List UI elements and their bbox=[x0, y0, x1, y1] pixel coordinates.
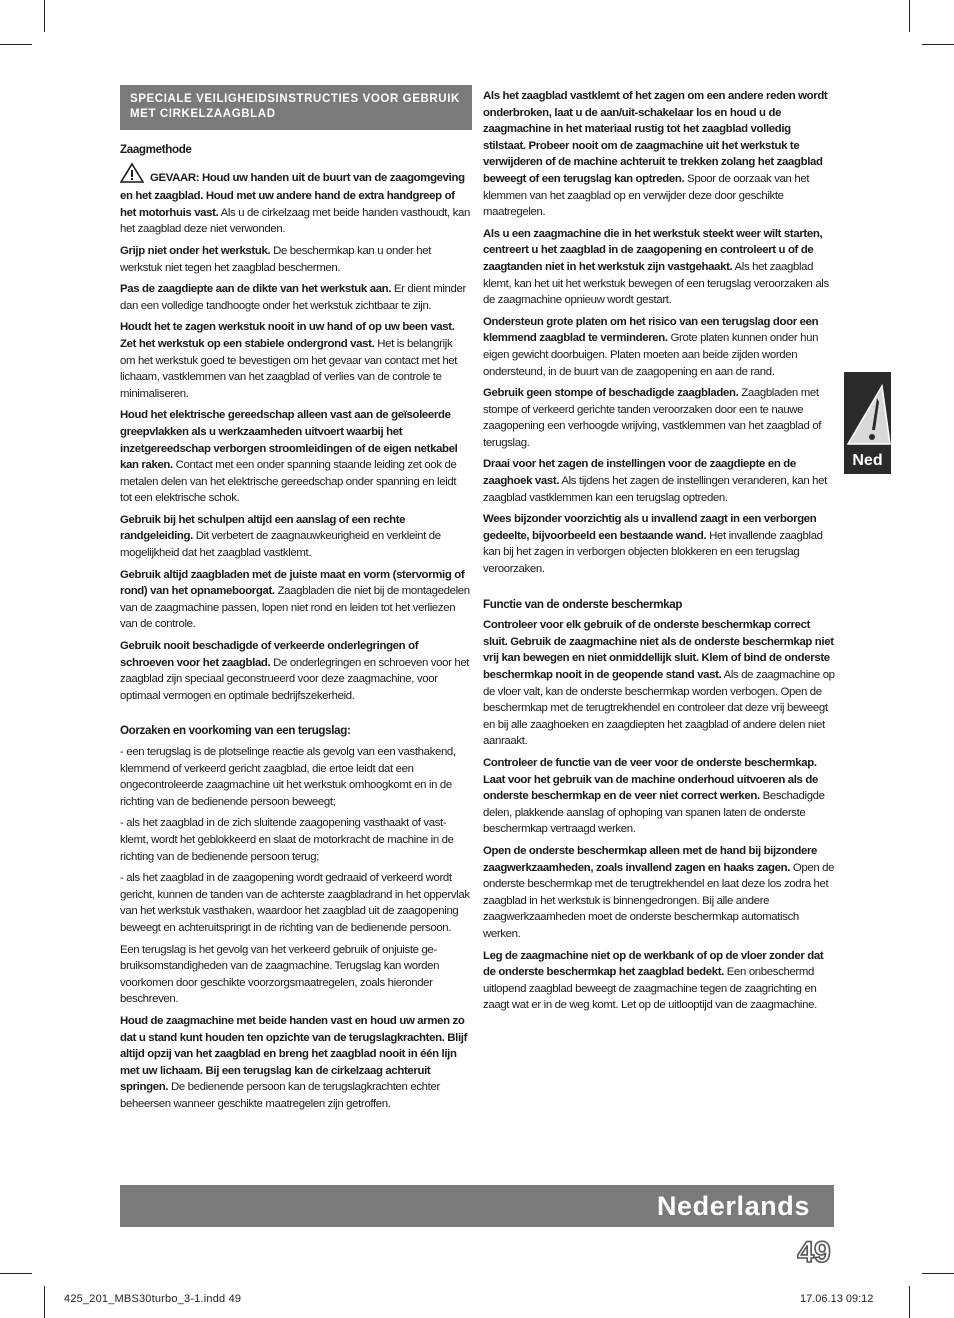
paragraph bbox=[483, 314, 835, 380]
paragraph bbox=[483, 88, 835, 221]
text-bold: Gebruik altijd zaagbladen met de juiste maat en vorm (stervormig of rond) van het opnameboorgat. bbox=[120, 568, 465, 598]
crop-mark bbox=[909, 1286, 910, 1318]
text: De beschermkap kan u onder het werkstuk niet tegen het zaagblad beschermen. bbox=[120, 244, 432, 274]
paragraph: - een terugslag is de plotselinge reactie als gevolg van een vasthakend, klemmend of verkeerd gericht zaagblad, die ertoe leidt dat een ongecontroleerde zaagmachine uit het werkstuk omhoogkomt en in de richting van de bedienende persoon beweegt; bbox=[120, 746, 456, 808]
paragraph bbox=[120, 512, 470, 562]
paragraph bbox=[483, 385, 835, 451]
text: De bedienende persoon kan de terugslagkrachten echter beheersen wanneer geschikte maatregelen zijn getroffen. bbox=[120, 1081, 440, 1110]
language-banner bbox=[120, 1185, 834, 1227]
text: Zaagbladen die niet bij de montagedelen van de zaagmachine passen, lopen niet rond en leiden tot het verliezen van de controle. bbox=[120, 585, 470, 631]
text-bold: Houdt het te zagen werkstuk nooit in uw hand of op uw been vast. Zet het werkstuk op een stabiele ondergrond vast. bbox=[120, 321, 455, 350]
text-bold: Open de onderste beschermkap alleen met de hand bij bijzondere zaagwerkzaamheden, zoals invallend zagen en haaks zagen. bbox=[483, 844, 818, 874]
paragraph bbox=[483, 843, 835, 943]
paragraph bbox=[483, 617, 835, 750]
text-bold: Gebruik bij het schulpen altijd een aanslag of een rechte randgeleiding. bbox=[120, 513, 406, 543]
text-bold: Als het zaagblad vastklemt of het zagen om een andere reden wordt onderbroken, laat u de aan/uit-schakelaar los en houd u de zaagmachine in het materiaal rustig tot het zaagblad volledig stilstaat. Probeer nooit om de zaagmachine uit het werkstuk te verwijderen of de machine achteruit te trekken zolang het zaagblad beweegt of een terugslag kan optreden. bbox=[483, 90, 828, 185]
warning-icon bbox=[844, 372, 891, 450]
text-bold: GEVAAR: Houd uw handen uit de buurt van de zaagomgeving en het zaagblad. Houd met uw andere hand de extra handgreep of het motorhuis vast. bbox=[120, 171, 465, 219]
text-bold: Grijp niet onder het werkstuk. bbox=[120, 244, 271, 257]
crop-mark bbox=[44, 1286, 45, 1318]
text-bold: Leg de zaagmachine niet op de werkbank of op de vloer zonder dat de onderste beschermkap het zaagblad bedekt. bbox=[483, 949, 824, 979]
text: Spoor de oorzaak van het klemmen van het zaagblad op en verwijder deze door geschikte maatregelen. bbox=[483, 172, 810, 219]
text: De onderlegringen en schroeven voor het zaagblad zijn speciaal geconstrueerd voor deze zaagmachine, voor optimaal vermogen en optimale bedrijfszekerheid. bbox=[120, 656, 470, 702]
text-bold: Wees bijzonder voorzichtig als u invallend zaagt in een verborgen gedeelte, bijvoorbeeld een bestaande wand. bbox=[483, 513, 817, 542]
paragraph bbox=[483, 755, 835, 838]
language-title: Nederlands bbox=[656, 1191, 810, 1221]
text-bold: Houd de zaagmachine met beide handen vast en houd uw armen zo dat u stand kunt houden ten opzichte van de terugslagkrachten. Blijf altijd opzij van het zaagblad en breng het zaagblad nooit in één lijn met uw lichaam. Bij een terugslag kan de cirkelzaag achteruit springen. bbox=[120, 1014, 468, 1094]
text: Als tijdens het zagen de instellingen veranderen, kan het zaagblad vastklemmen kan een terugslag optreden. bbox=[483, 475, 827, 504]
text-bold: Draai voor het zagen de instellingen voor de zaagdiepte en de zaaghoek vast. bbox=[483, 458, 796, 488]
text-bold: Gebruik nooit beschadigde of verkeerde onderlegringen of schroeven voor het zaagblad. bbox=[120, 640, 419, 669]
crop-mark bbox=[909, 0, 910, 32]
paragraph: - als het zaagblad in de zich sluitende zaagopening vasthaakt of vastklemt, wordt het geblokkeerd en slaat de motorkracht de machine in de richting van de bedienende persoon terug; bbox=[120, 817, 454, 863]
section-header-title: SPECIALE VEILIGHEIDSINSTRUCTIES VOOR GEBRUIK MET CIRKELZAAGBLAD bbox=[130, 93, 460, 120]
text-bold: Controleer de functie van de veer voor de onderste beschermkap. Laat voor het gebruik van de machine onderhoud uitvoeren als de onderste beschermkap en de veer niet correct werken. bbox=[483, 756, 818, 803]
text: Grote platen kunnen onder hun eigen gewicht doorbuigen. Platen moeten aan beide zijden worden ondersteund, in de buurt van de zaagopening en aan de rand. bbox=[483, 332, 819, 378]
paragraph bbox=[120, 281, 470, 314]
text-bold: Ondersteun grote platen om het risico van een terugslag door een klemmend zaagblad te verminderen. bbox=[483, 315, 819, 345]
paragraph bbox=[120, 407, 470, 507]
paragraph bbox=[120, 1013, 470, 1113]
text: Als het zaagblad klemt, kan het uit het werkstuk bewegen of een terugslag veroorzaken als de zaagmachine opnieuw wordt gestart. bbox=[483, 260, 829, 307]
left-column bbox=[120, 142, 470, 1117]
text: Als u de cirkelzaag met beide handen vasthoudt, kan het zaagblad deze niet verwonden. bbox=[120, 206, 470, 236]
footer-datetime: 17.06.13 09:12 bbox=[800, 1293, 874, 1305]
paragraph bbox=[120, 243, 470, 276]
crop-mark bbox=[0, 44, 32, 45]
text: Er dient minder dan een volledige tandhoogte onder het werkstuk zichtbaar te zijn. bbox=[120, 283, 466, 312]
text: Zaagbladen met stompe of verkeerd gerichte tanden veroorzaken door een te nauwe zaagopening een verhoogde wrijving, vastklemmen van het zaagblad of terugslag. bbox=[483, 387, 822, 449]
paragraph bbox=[483, 456, 835, 506]
right-column bbox=[483, 88, 835, 1019]
warning-icon bbox=[120, 163, 144, 189]
paragraph bbox=[120, 567, 470, 633]
paragraph bbox=[120, 319, 470, 402]
text: Dit verbetert de zaagnauwkeurigheid en verkleint de mogelijkheid dat het zaagblad vastklemt. bbox=[120, 530, 441, 560]
heading-zaagmethode: Zaagmethode bbox=[120, 143, 192, 156]
crop-mark bbox=[0, 1273, 32, 1274]
text: Het invallende zaagblad kan bij het zagen in verborgen objecten blokkeren en een terugslag veroorzaken. bbox=[483, 529, 823, 576]
text-bold: Als u een zaagmachine die in het werkstuk steekt weer wilt starten, centreert u het zaagblad in de zaagopening en controleert u of de zaagtanden niet in het werkstuk zijn vastgehaakt. bbox=[483, 227, 823, 273]
text-bold: Gebruik geen stompe of beschadigde zaagbladen. bbox=[483, 387, 739, 400]
paragraph bbox=[483, 511, 835, 577]
page-number-text: 49 bbox=[797, 1236, 831, 1269]
crop-mark bbox=[922, 44, 954, 45]
text-bold: Pas de zaagdiepte aan de dikte van het werkstuk aan. bbox=[120, 283, 392, 296]
text: Beschadigde delen, plakkende aanslag of ophoping van spanen laten de onderste beschermkap vertraagd werken. bbox=[483, 790, 825, 836]
crop-mark bbox=[922, 1273, 954, 1274]
text-bold: Houd het elektrische gereedschap alleen vast aan de geïsoleerde greepvlakken als u werkzaamheden uitvoert waarbij het inzetgereedschap verborgen stroomleidingen of de eigen netkabel kan raken. bbox=[120, 409, 458, 472]
heading-functie: Functie van de onderste beschermkap bbox=[483, 597, 683, 611]
paragraph bbox=[483, 226, 835, 309]
footer-file: 425_201_MBS30turbo_3-1.indd 49 bbox=[64, 1293, 242, 1305]
paragraph bbox=[120, 638, 470, 704]
text: Open de onderste beschermkap met de terugtrekhendel en laat deze los zodra het zaagblad in het werkstuk is binnengedrongen. Bij alle andere zaagwerkzaamheden moet de onderste beschermkap automatisch werken. bbox=[483, 861, 835, 940]
text-bold: Controleer voor elk gebruik of de onderste beschermkap correct sluit. Gebruik de zaagmachine niet als de onderste beschermkap niet vrij kan bewegen en niet onmiddellijk sluit. Klem of bind de onderste beschermkap nooit in de geopende stand vast. bbox=[483, 619, 834, 681]
text: Contact met een onder spanning staande leiding zet ook de metalen delen van het elektrische gereedschap onder spanning en leidt tot een elektrische schok. bbox=[120, 459, 457, 505]
text: Een onbeschermd uitlopend zaagblad beweegt de zaagmachine tegen de zaagrichting en zaagt wat er in de weg komt. Let op de uitlooptijd van de zaagmachine. bbox=[483, 966, 817, 1012]
heading-terugslag: Oorzaken en voorkoming van een terugslag: bbox=[120, 724, 351, 738]
side-tab-label: Ned bbox=[852, 452, 883, 469]
language-side-tab bbox=[844, 372, 891, 474]
paragraph: - als het zaagblad in de zaagopening wordt gedraaid of verkeerd wordt gericht, kunnen de tanden van de achterste zaagbladrand in het oppervlak van het werkstuk vasthaken, waardoor het zaagblad uit de zaagopening beweegt en achteruitspringt in de richting van de bedienende persoon. bbox=[120, 872, 470, 934]
text: Het is belangrijk om het werkstuk goed te bevestigen om het gevaar van contact met het lichaam, vastklemmen van het zaagblad of verlies van de controle te minimaliseren. bbox=[120, 337, 458, 400]
text: Als de zaagmachine op de vloer valt, kan de onderste beschermkap worden verbogen. Open de beschermkap met de terugtrekhendel en controleer dat deze vrij beweegt en bij alle zaaghoeken en zaagdiepten het zaagblad of andere delen niet aanraakt. bbox=[483, 669, 835, 748]
paragraph bbox=[483, 948, 835, 1014]
paragraph: Een terugslag is het gevolg van het verkeerd gebruik of onjuiste gebruiksomstandigheden van de zaagmachine. Terugslag kan worden voorkomen door geschikte voorzorgsmaatregelen, zoals hieronder beschreven. bbox=[120, 943, 440, 1006]
section-header bbox=[120, 85, 472, 130]
crop-mark bbox=[44, 0, 45, 32]
page-number bbox=[784, 1233, 844, 1271]
paragraph-danger bbox=[120, 163, 470, 238]
